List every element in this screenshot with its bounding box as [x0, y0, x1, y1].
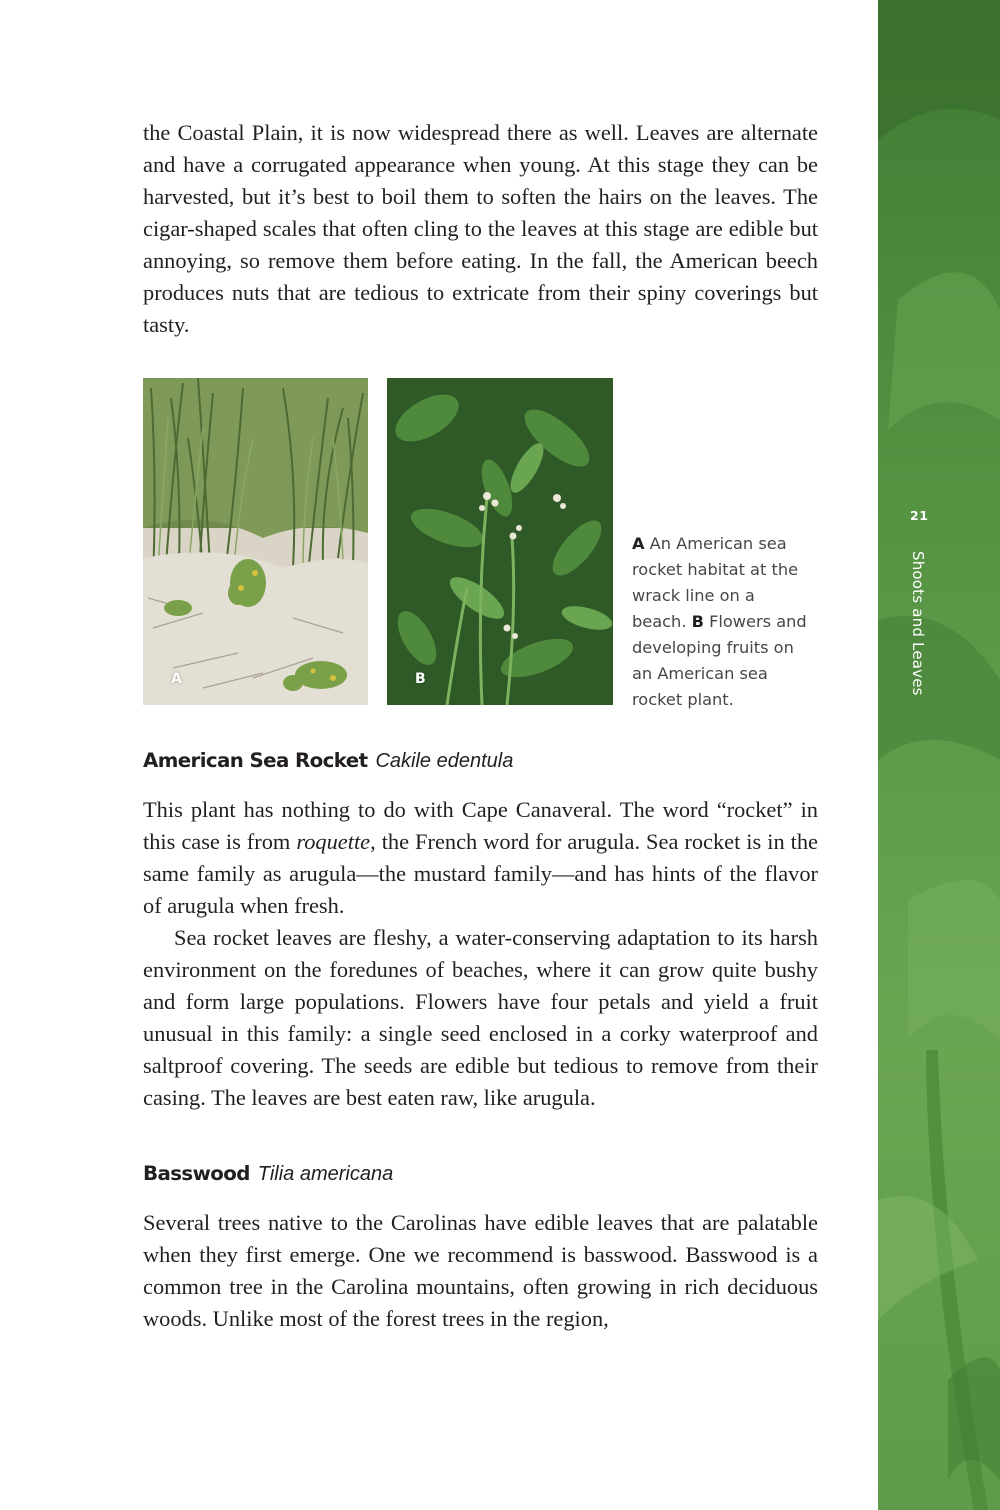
sea-rocket-paragraph-1 [143, 794, 818, 922]
basswood-heading [143, 1162, 393, 1186]
page-number: 21 [910, 508, 929, 523]
sea-rocket-latin-name: Cakile edentula [375, 750, 514, 772]
intro-paragraph: the Coastal Plain, it is now widespread there as well. Leaves are alternate and have a corrugated appearance when young. At this stage they can be harvested, but it’s best to boil them to soften the hairs on the leaves. The cigar-shaped scales that often cling to the leaves at this stage are edible but annoying, so remove them before eating. In the fall, the American beech produces nuts that are tedious to extricate from their spiny coverings but tasty. [143, 120, 818, 337]
basswood-common-name: Basswood [143, 1162, 250, 1185]
caption-text-b: Flowers and developing fruits on an American sea rocket plant. [632, 612, 807, 709]
running-head: Shoots and Leaves [909, 551, 927, 696]
caption-text-a: An American sea rocket habitat at the wrack line on a beach. [632, 534, 799, 631]
photo-b-flowers [387, 378, 613, 705]
photo-caption [632, 531, 812, 713]
sea-rocket-heading [143, 749, 513, 773]
photo-a-letter: A [171, 671, 182, 687]
basswood-latin-name: Tilia americana [257, 1163, 394, 1185]
basswood-paragraph: Several trees native to the Carolinas have edible leaves that are palatable when they first emerge. One we recommend is basswood. Basswood is a common tree in the Carolina mountains, often growing in rich deciduous woods. Unlike most of the forest trees in the region, [143, 1210, 818, 1331]
sea-rocket-common-name: American Sea Rocket [143, 749, 368, 772]
roquette-italic: roquette [296, 829, 371, 854]
leaf-background-image [878, 0, 1000, 1510]
sea-rocket-p1-text-a: This plant has nothing to do with Cape Canaveral. The word “rocket” in this case is from [143, 797, 818, 854]
photo-a-beach-habitat [143, 378, 368, 705]
side-tab [878, 0, 1000, 1510]
caption-letter-a: A [632, 534, 645, 553]
photo-b-letter: B [415, 671, 426, 687]
sea-rocket-paragraph-2: Sea rocket leaves are fleshy, a water-conserving adaptation to its harsh environment on the foredunes of beaches, where it can grow quite bushy and form large populations. Flowers have four petals and yield a fruit unusual in this family: a single seed enclosed in a corky waterproof and saltproof covering. The seeds are edible but tedious to remove from their casing. The leaves are best eaten raw, like arugula. [143, 925, 818, 1110]
sea-rocket-p1-text-b: , the French word for arugula. Sea rocket is in the same family as arugula—the mustard family—and has hints of the flavor of arugula when fresh. [143, 829, 818, 918]
caption-letter-b: B [691, 612, 704, 631]
